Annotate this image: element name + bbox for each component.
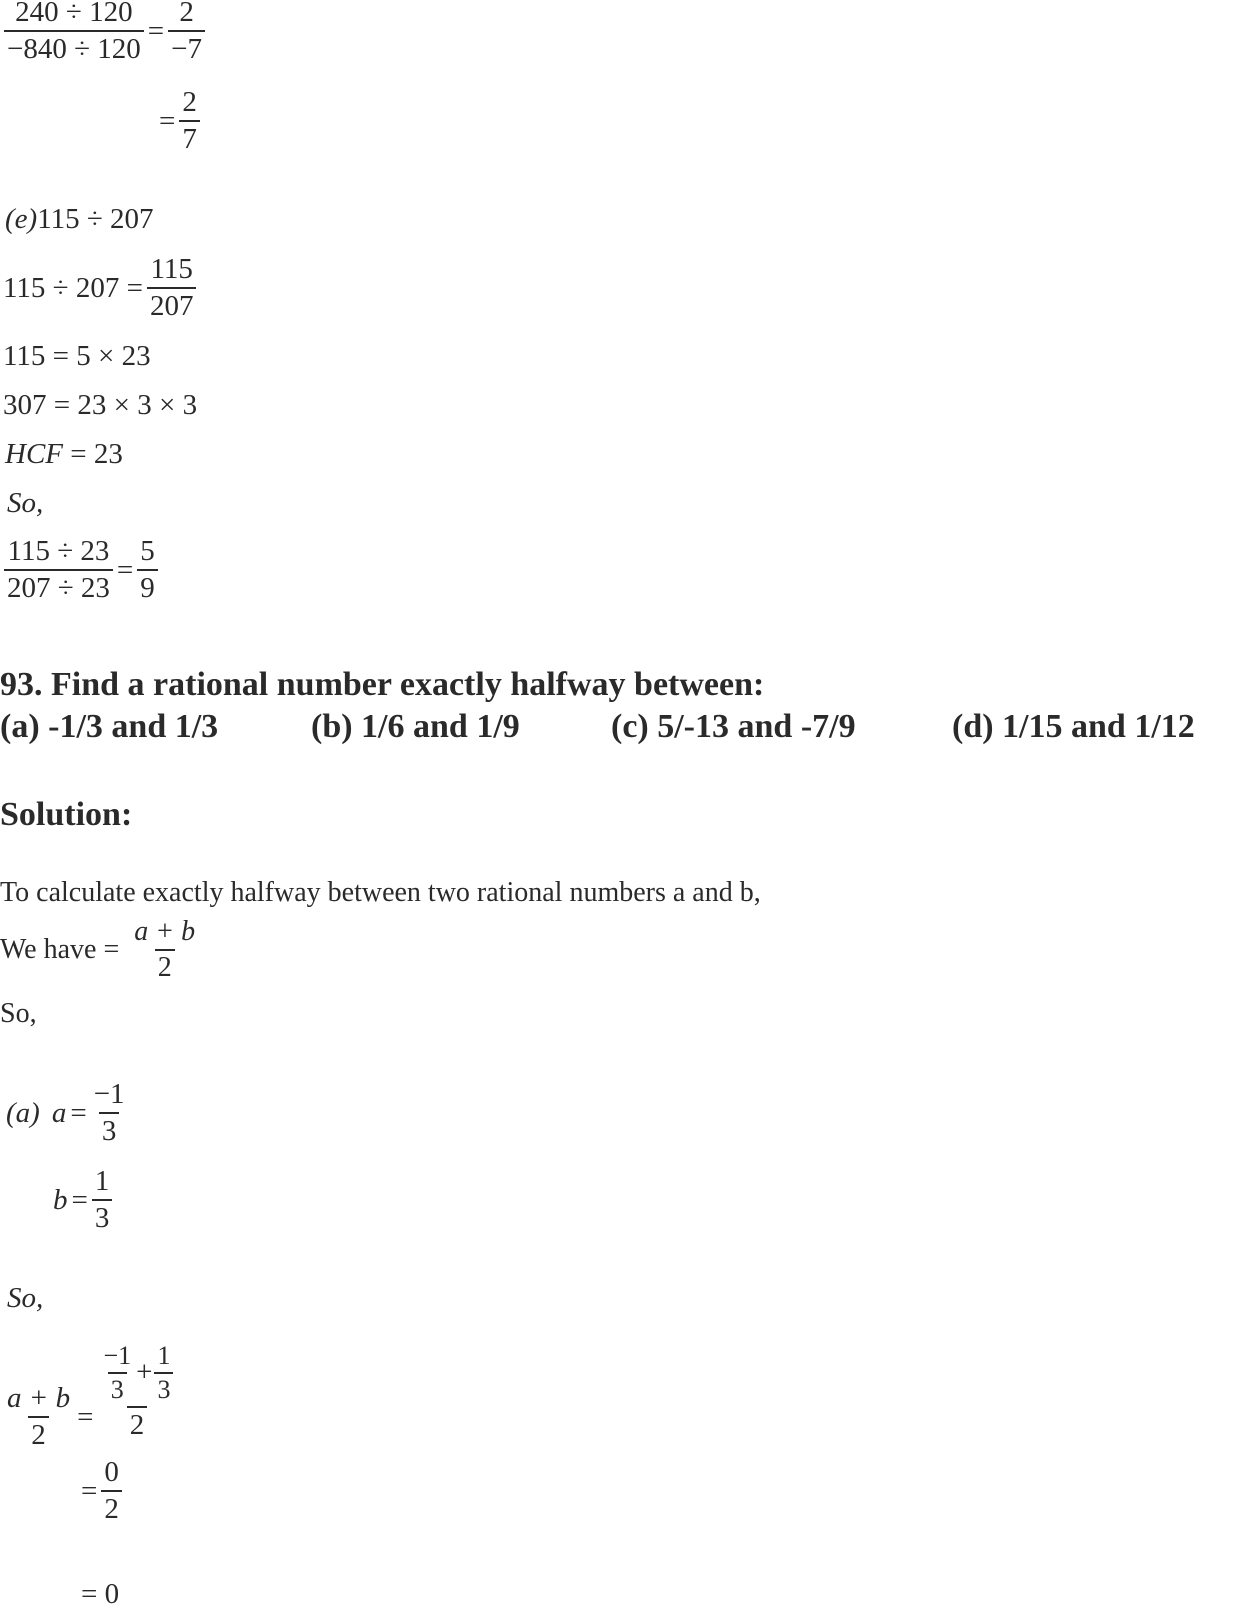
part-e-line2: 115 = 5 × 23 bbox=[3, 340, 151, 372]
part-a-so: So, bbox=[7, 1282, 44, 1314]
solution-formula: We have = $\frac{a + b}{2}$ bbox=[0, 918, 198, 982]
part-e-line4: HCF = 23 bbox=[5, 438, 123, 470]
part-d-line2: = $\frac{2}{7}$ bbox=[155, 88, 200, 154]
fraction: $\frac{2}{7}$ bbox=[179, 88, 200, 154]
fraction: $\frac{115}{207}$ bbox=[147, 255, 197, 321]
solution-intro: To calculate exactly halfway between two rational numbers a and b, bbox=[0, 877, 761, 908]
question-option-a: (a) -1/3 and 1/3 bbox=[0, 708, 219, 745]
question-option-b: (b) 1/6 and 1/9 bbox=[311, 708, 520, 745]
part-d-line1: $\frac{240 \div 120}{-840 \div 120}$ = $\frac{2}{-7}$ bbox=[4, 0, 205, 64]
part-a-b-value: b = $\frac{1}{3}$ bbox=[53, 1167, 112, 1233]
fraction: $\frac{0}{2}$ bbox=[101, 1458, 122, 1524]
part-a-step2: = $\frac{0}{2}$ bbox=[77, 1458, 122, 1524]
solution-heading: Solution: bbox=[0, 796, 133, 833]
question-option-d: (d) 1/15 and 1/12 bbox=[952, 708, 1195, 745]
part-e-line3: 307 = 23 × 3 × 3 bbox=[3, 389, 198, 421]
part-e-line1: 115 ÷ 207 = $\frac{115}{207}$ bbox=[3, 255, 196, 321]
fraction: $\frac{2}{-7}$ bbox=[168, 0, 205, 64]
complex-fraction: $\frac{-1}{3}$ + $\frac{1}{3}$ 2 bbox=[97, 1343, 176, 1440]
fraction: $\frac{-1}{3}$ bbox=[93, 1078, 125, 1147]
fraction: $\frac{a + b}{2}$ bbox=[7, 1382, 71, 1451]
fraction: $\frac{a + b}{2}$ bbox=[134, 916, 196, 983]
part-e-so: So, bbox=[7, 487, 44, 519]
fraction: $\frac{115 \div 23}{207 \div 23}$ bbox=[4, 537, 113, 603]
part-a-calc: $\frac{a + b}{2}$ = $\frac{-1}{3}$ + $\frac{1}{3}$ 2 bbox=[4, 1332, 176, 1450]
part-a-step3: = 0 bbox=[81, 1578, 120, 1610]
part-e-line5: $\frac{115 \div 23}{207 \div 23}$ = $\frac{5}{9}$ bbox=[4, 537, 158, 603]
fraction: $\frac{240 \div 120}{-840 \div 120}$ bbox=[4, 0, 144, 64]
part-e-heading: (e)115 ÷ 207 bbox=[5, 203, 154, 235]
question-title: 93. Find a rational number exactly halfway between: bbox=[0, 666, 765, 703]
fraction: $\frac{1}{3}$ bbox=[92, 1167, 113, 1233]
question-option-c: (c) 5/-13 and -7/9 bbox=[611, 708, 856, 745]
solution-so: So, bbox=[0, 998, 37, 1029]
fraction: $\frac{5}{9}$ bbox=[137, 537, 158, 603]
part-a-a-value: (a) a = $\frac{-1}{3}$ bbox=[6, 1080, 128, 1146]
